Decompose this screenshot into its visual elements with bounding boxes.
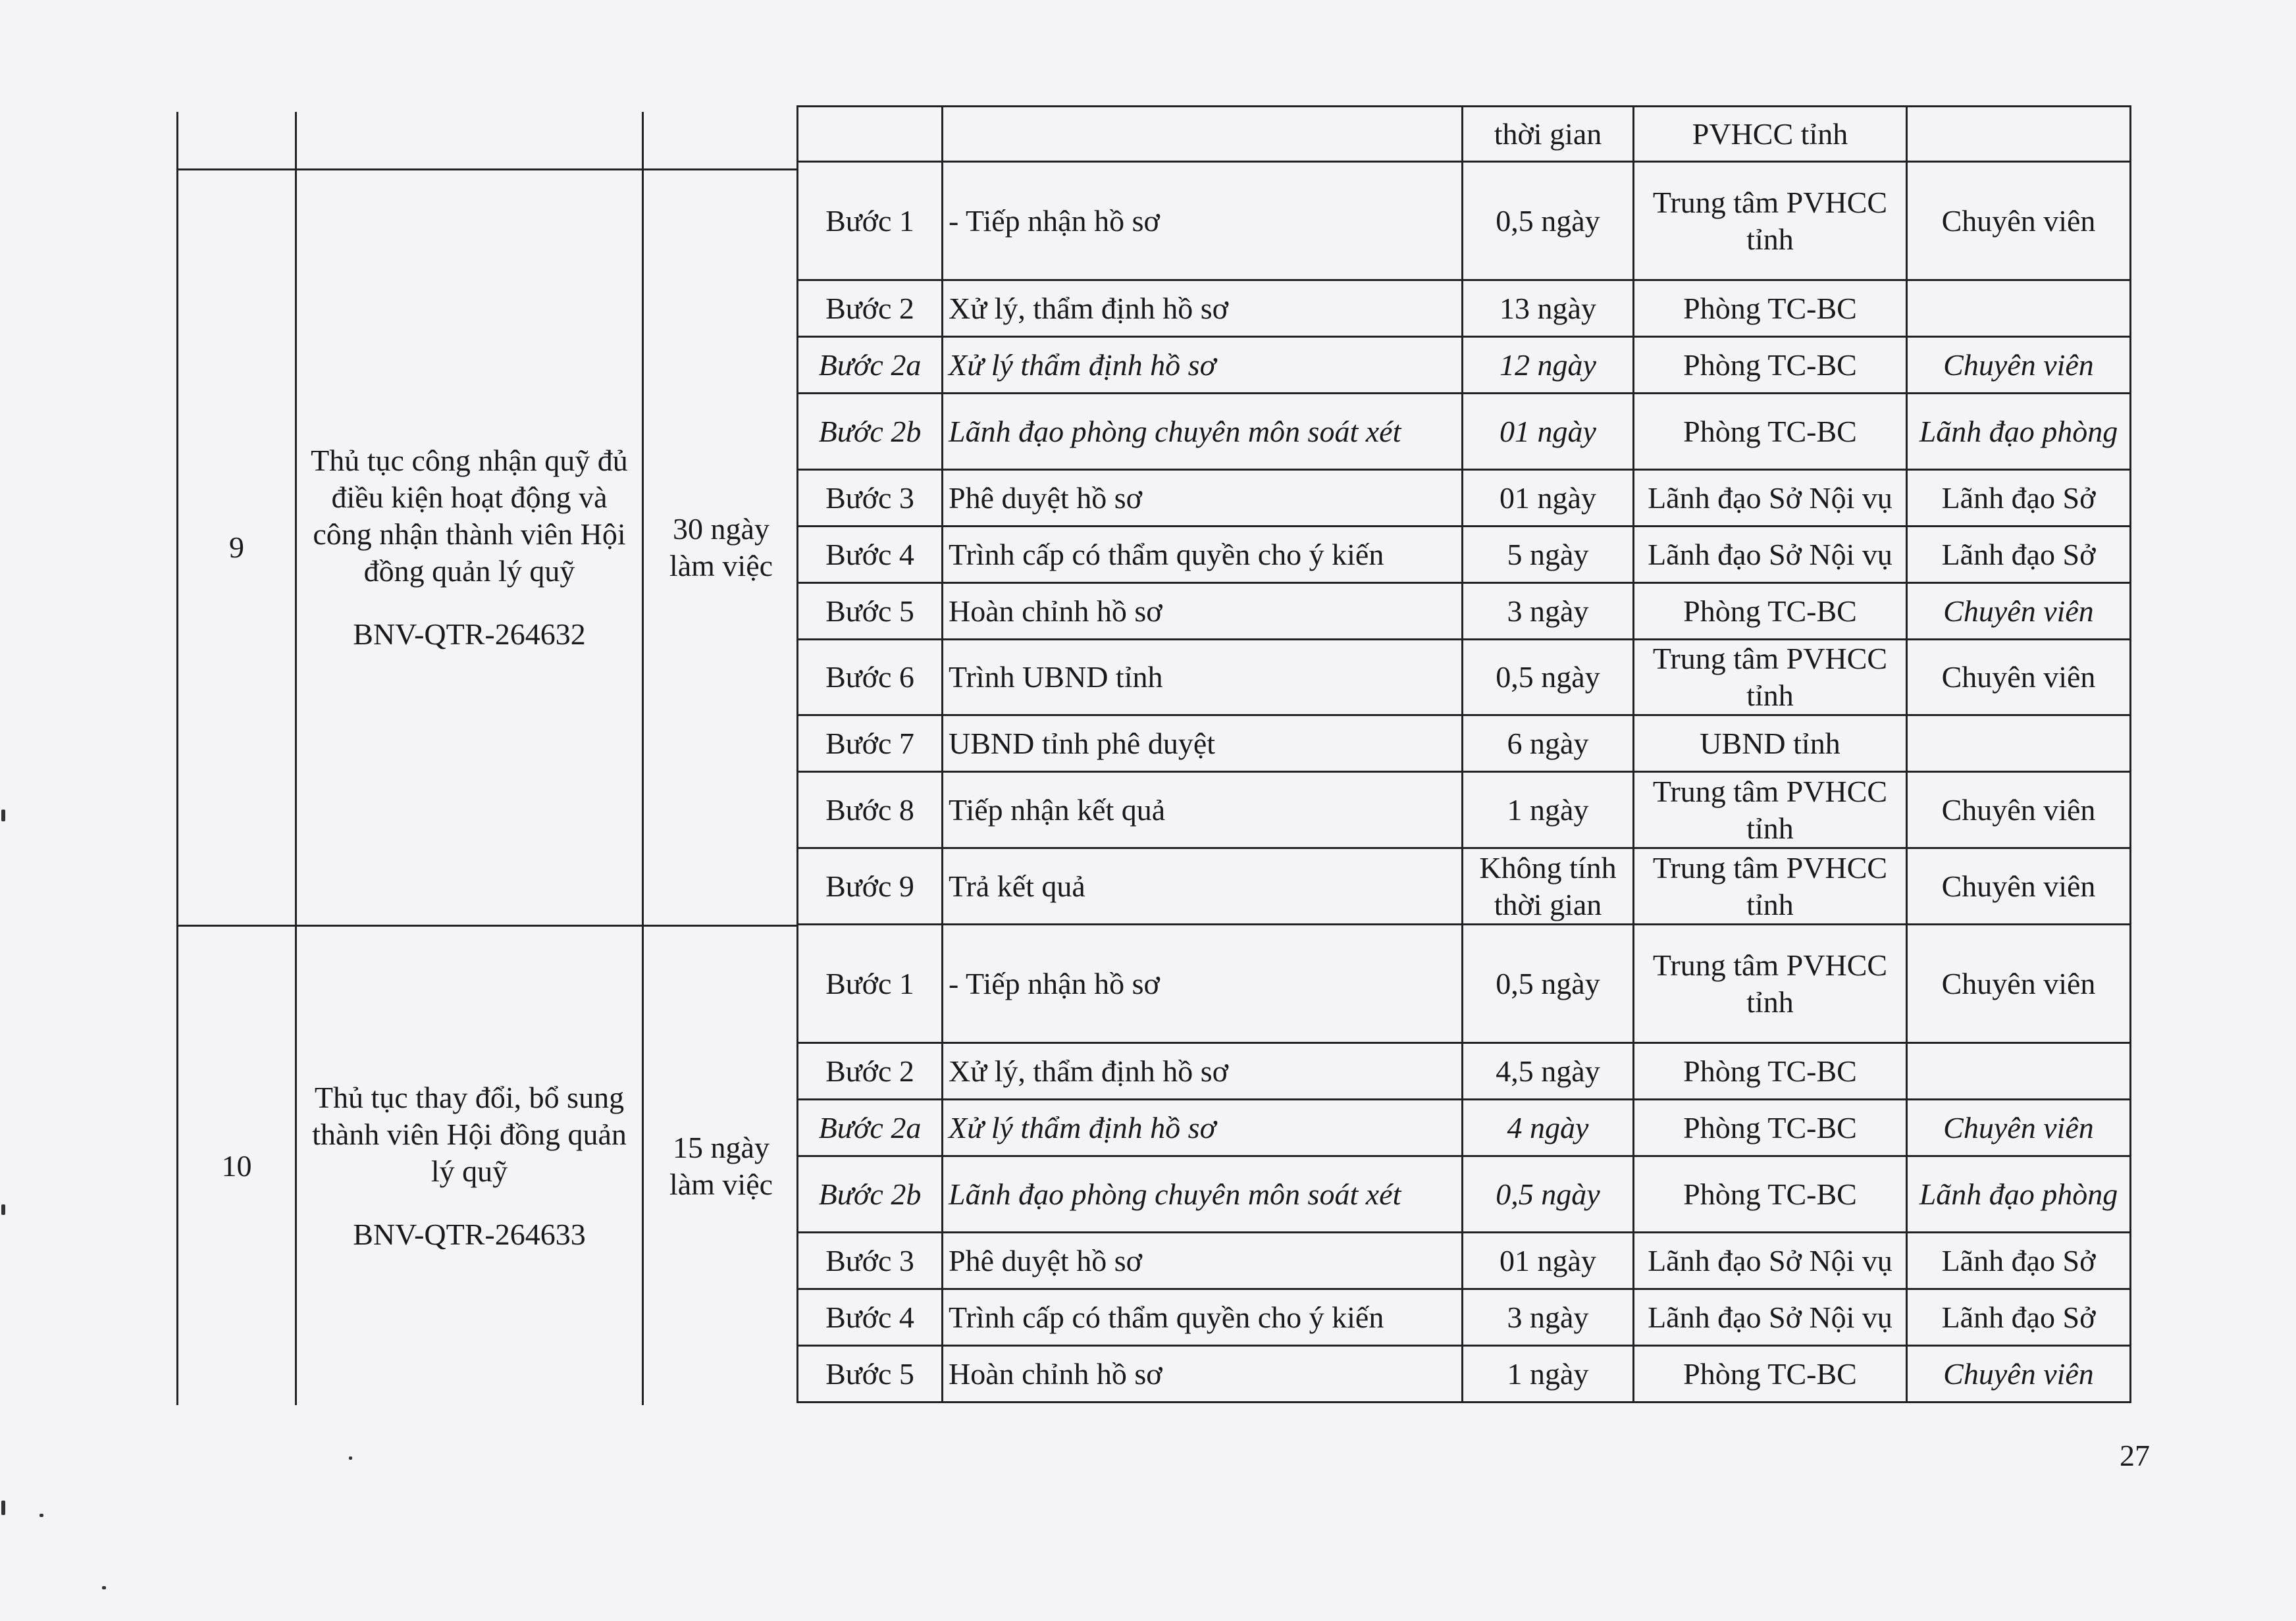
step-duration: 6 ngày — [1463, 715, 1634, 772]
step-unit: Trung tâm PVHCC tỉnh — [1634, 848, 1907, 925]
step-row — [798, 1233, 2131, 1289]
step-duration: 4 ngày — [1463, 1100, 1634, 1156]
step-row — [798, 280, 2131, 337]
step-row — [798, 848, 2131, 925]
scan-speck — [102, 1586, 106, 1589]
scan-speck — [349, 1456, 352, 1460]
step-unit: Trung tâm PVHCC tỉnh — [1634, 640, 1907, 715]
step-duration: 12 ngày — [1463, 337, 1634, 394]
step-task: Phê duyệt hồ sơ — [943, 1233, 1463, 1289]
step-unit: Lãnh đạo Sở Nội vụ — [1634, 1289, 1907, 1346]
step-task: - Tiếp nhận hồ sơ — [943, 162, 1463, 280]
step-label: Bước 3 — [798, 470, 943, 527]
step-unit: UBND tỉnh — [1634, 715, 1907, 772]
step-unit: Phòng TC-BC — [1634, 1043, 1907, 1100]
step-unit: Lãnh đạo Sở Nội vụ — [1634, 470, 1907, 527]
step-task: Hoàn chỉnh hồ sơ — [943, 1346, 1463, 1402]
step-row — [798, 1043, 2131, 1100]
step-task: Trình UBND tỉnh — [943, 640, 1463, 715]
procedure-title: Thủ tục công nhận quỹ đủ điều kiện hoạt động và công nhận thành viên Hội đồng quản lý quỹ — [311, 444, 628, 588]
step-unit: Phòng TC-BC — [1634, 394, 1907, 470]
step-role: Chuyên viên — [1907, 1346, 2131, 1402]
step-unit: Phòng TC-BC — [1634, 1156, 1907, 1233]
header-continuation-row — [798, 107, 2131, 162]
step-role: Chuyên viên — [1907, 848, 2131, 925]
procedure-title-cell — [297, 927, 642, 1405]
step-duration: 01 ngày — [1463, 470, 1634, 527]
step-duration: Không tính thời gian — [1463, 848, 1634, 925]
step-label: Bước 9 — [798, 848, 943, 925]
page-number: 27 — [2120, 1439, 2150, 1472]
step-task: Xử lý, thẩm định hồ sơ — [943, 1043, 1463, 1100]
step-role — [1907, 715, 2131, 772]
step-row — [798, 394, 2131, 470]
step-row — [798, 583, 2131, 640]
step-task: Lãnh đạo phòng chuyên môn soát xét — [943, 394, 1463, 470]
procedure-number: 9 — [229, 530, 244, 564]
step-duration: 1 ngày — [1463, 772, 1634, 848]
step-task: Lãnh đạo phòng chuyên môn soát xét — [943, 1156, 1463, 1233]
step-row — [798, 337, 2131, 394]
step-row — [798, 1100, 2131, 1156]
step-task: Phê duyệt hồ sơ — [943, 470, 1463, 527]
step-duration: 01 ngày — [1463, 394, 1634, 470]
step-unit: Phòng TC-BC — [1634, 583, 1907, 640]
step-label: Bước 6 — [798, 640, 943, 715]
step-label: Bước 8 — [798, 772, 943, 848]
step-label: Bước 7 — [798, 715, 943, 772]
scan-speck — [39, 1514, 43, 1517]
step-duration: 0,5 ngày — [1463, 1156, 1634, 1233]
step-unit: Lãnh đạo Sở Nội vụ — [1634, 1233, 1907, 1289]
step-role: Chuyên viên — [1907, 162, 2131, 280]
step-unit: Phòng TC-BC — [1634, 280, 1907, 337]
step-unit: Lãnh đạo Sở Nội vụ — [1634, 527, 1907, 583]
step-unit: Trung tâm PVHCC tỉnh — [1634, 772, 1907, 848]
step-task: Xử lý thẩm định hồ sơ — [943, 337, 1463, 394]
step-task: Xử lý, thẩm định hồ sơ — [943, 280, 1463, 337]
step-duration: 0,5 ngày — [1463, 925, 1634, 1043]
step-task: Trình cấp có thẩm quyền cho ý kiến — [943, 1289, 1463, 1346]
scan-speck — [1, 810, 5, 821]
step-row — [798, 1156, 2131, 1233]
step-role: Lãnh đạo Sở — [1907, 1289, 2131, 1346]
step-role: Chuyên viên — [1907, 337, 2131, 394]
step-role — [1907, 1043, 2131, 1100]
step-role: Chuyên viên — [1907, 583, 2131, 640]
step-unit: Trung tâm PVHCC tỉnh — [1634, 162, 1907, 280]
step-role: Lãnh đạo phòng — [1907, 1156, 2131, 1233]
step-row — [798, 715, 2131, 772]
step-label: Bước 2 — [798, 280, 943, 337]
step-label: Bước 5 — [798, 1346, 943, 1402]
duration-cell: thời gian — [1463, 107, 1634, 162]
step-label: Bước 2b — [798, 1156, 943, 1233]
role-cell — [1907, 107, 2131, 162]
step-duration: 0,5 ngày — [1463, 640, 1634, 715]
step-task: UBND tỉnh phê duyệt — [943, 715, 1463, 772]
step-task: Tiếp nhận kết quả — [943, 772, 1463, 848]
steps-table — [796, 105, 2131, 1403]
step-label: Bước 2a — [798, 1100, 943, 1156]
step-unit: Phòng TC-BC — [1634, 1100, 1907, 1156]
scan-speck — [1, 1501, 5, 1515]
step-duration: 5 ngày — [1463, 527, 1634, 583]
step-task: Trình cấp có thẩm quyền cho ý kiến — [943, 527, 1463, 583]
step-label: Bước 3 — [798, 1233, 943, 1289]
step-duration: 13 ngày — [1463, 280, 1634, 337]
step-task: Xử lý thẩm định hồ sơ — [943, 1100, 1463, 1156]
step-unit: Trung tâm PVHCC tỉnh — [1634, 925, 1907, 1043]
step-role: Chuyên viên — [1907, 925, 2131, 1043]
procedure-total-time: 30 ngày làm việc — [669, 512, 773, 582]
step-unit: Phòng TC-BC — [1634, 1346, 1907, 1402]
step-label: Bước 1 — [798, 925, 943, 1043]
scan-speck — [1, 1204, 5, 1215]
step-role: Chuyên viên — [1907, 772, 2131, 848]
step-row — [798, 527, 2131, 583]
procedure-total-time: 15 ngày làm việc — [669, 1130, 773, 1201]
step-label: Bước 2b — [798, 394, 943, 470]
step-task: Trả kết quả — [943, 848, 1463, 925]
step-role: Lãnh đạo Sở — [1907, 470, 2131, 527]
step-label: Bước 5 — [798, 583, 943, 640]
step-role: Lãnh đạo Sở — [1907, 527, 2131, 583]
step-role: Lãnh đạo Sở — [1907, 1233, 2131, 1289]
step-label: Bước 4 — [798, 1289, 943, 1346]
step-unit: Phòng TC-BC — [1634, 337, 1907, 394]
step-label: Bước 4 — [798, 527, 943, 583]
step-duration: 01 ngày — [1463, 1233, 1634, 1289]
step-row — [798, 640, 2131, 715]
procedure-number: 10 — [221, 1148, 252, 1183]
step-label: Bước 1 — [798, 162, 943, 280]
step-label: Bước 2a — [798, 337, 943, 394]
step-duration: 0,5 ngày — [1463, 162, 1634, 280]
step-task: - Tiếp nhận hồ sơ — [943, 925, 1463, 1043]
step-row — [798, 772, 2131, 848]
step-task: Hoàn chỉnh hồ sơ — [943, 583, 1463, 640]
procedure-title-cell — [297, 170, 642, 925]
step-row — [798, 470, 2131, 527]
step-row — [798, 1346, 2131, 1402]
step-row — [798, 162, 2131, 280]
step-duration: 3 ngày — [1463, 583, 1634, 640]
procedure-code: BNV-QTR-264633 — [353, 1217, 586, 1251]
step-role: Chuyên viên — [1907, 1100, 2131, 1156]
step-duration: 3 ngày — [1463, 1289, 1634, 1346]
step-duration: 1 ngày — [1463, 1346, 1634, 1402]
step-role — [1907, 280, 2131, 337]
step-row — [798, 925, 2131, 1043]
unit-cell: PVHCC tỉnh — [1634, 107, 1907, 162]
procedure-title: Thủ tục thay đổi, bổ sung thành viên Hội đồng quản lý quỹ — [312, 1080, 627, 1188]
step-duration: 4,5 ngày — [1463, 1043, 1634, 1100]
step-role: Lãnh đạo phòng — [1907, 394, 2131, 470]
step-row — [798, 1289, 2131, 1346]
step-role: Chuyên viên — [1907, 640, 2131, 715]
step-label: Bước 2 — [798, 1043, 943, 1100]
procedure-code: BNV-QTR-264632 — [353, 617, 586, 651]
